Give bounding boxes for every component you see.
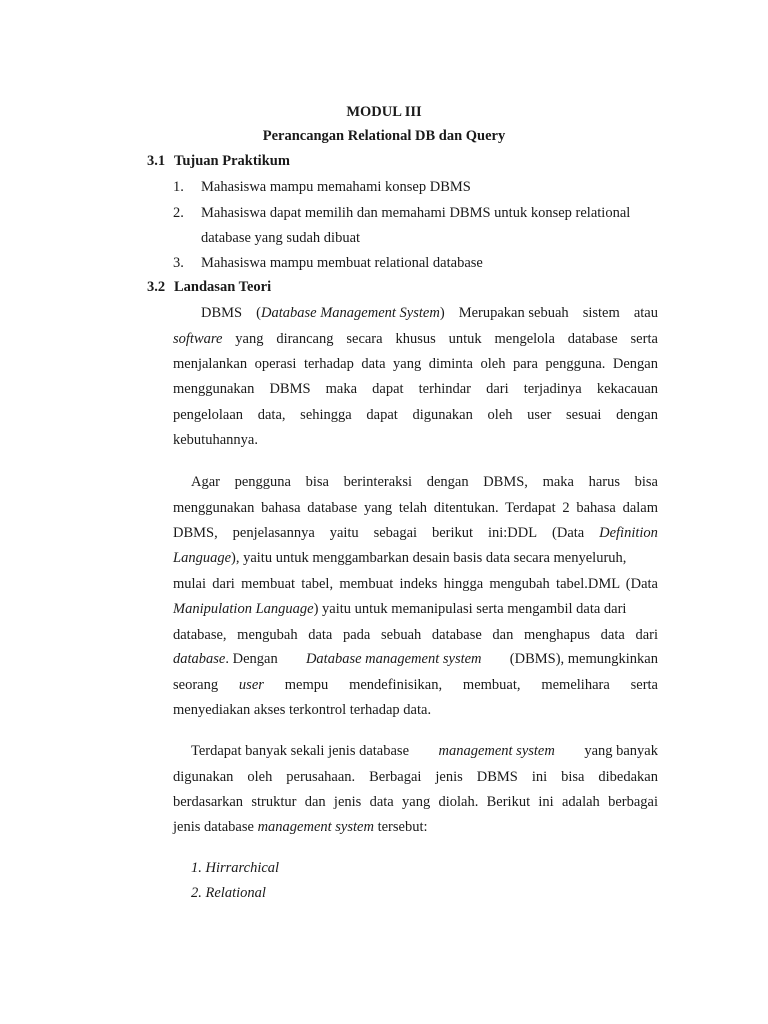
- word: mendefinisikan,: [349, 677, 443, 693]
- paragraph-2-line-6: [173, 601, 658, 618]
- paragraph-1-line-5: pengelolaan data, sehingga dapat digunakan oleh user sesuai dengan: [173, 407, 658, 423]
- word: penjelasannya: [232, 525, 315, 541]
- section-title: Landasan Teori: [174, 279, 272, 295]
- word: memelihara: [541, 677, 610, 693]
- dbms-type-item: 1. Hirrarchical: [191, 860, 280, 876]
- paragraph-2-line-1: Agar pengguna bisa berinteraksi dengan DBMS, maka harus bisa: [191, 474, 658, 490]
- paragraph-3-line-1: [191, 743, 658, 760]
- paragraph-2-line-7: database, mengubah data pada sebuah database dan menghapus data dari: [173, 627, 658, 643]
- word: untuk: [448, 331, 482, 347]
- term-italic: Database management system: [305, 651, 482, 667]
- text-run: (DBMS), memungkinkan: [509, 651, 658, 667]
- text-run: ) yaitu untuk memanipulasi serta mengambil data dari: [313, 601, 627, 617]
- word: (Data: [552, 525, 585, 541]
- paragraph-2-line-4: [173, 550, 658, 567]
- text-run: tersebut:: [377, 819, 428, 835]
- paragraph-3-line-3: berdasarkan struktur dan jenis data yang diolah. Berikut ini adalah berbagai: [173, 794, 658, 810]
- module-title: MODUL III: [346, 104, 422, 120]
- word: DBMS: [201, 305, 243, 321]
- section-number: 3.1: [147, 153, 166, 169]
- paragraph-3-line-2: digunakan oleh perusahaan. Berbagai jenis DBMS ini bisa dibedakan: [173, 769, 658, 785]
- word: sebagai: [373, 525, 418, 541]
- text-run: yang banyak: [584, 743, 658, 759]
- section-heading-3-2: [147, 279, 271, 296]
- paragraph-1-line-1: [201, 305, 658, 322]
- paragraph-1-line-3: menjalankan operasi terhadap data yang diminta oleh para pengguna. Dengan: [173, 356, 658, 372]
- paragraph-1-line-2: [173, 331, 658, 348]
- paragraph-1-line-4: menggunakan DBMS maka dapat terhindar dari terjadinya kekacauan: [173, 381, 658, 397]
- term-italic: Manipulation Language: [173, 601, 314, 617]
- objective-number: 1.: [173, 179, 184, 195]
- term-italic: user: [238, 677, 264, 693]
- word: berikut: [431, 525, 474, 541]
- objective-item: [173, 179, 471, 196]
- paragraph-3-line-4: [173, 819, 658, 836]
- dbms-type-item: 2. Relational: [191, 885, 266, 901]
- paragraph-2-line-9: [173, 677, 658, 694]
- word: mengelola: [494, 331, 555, 347]
- word: [256, 305, 444, 322]
- section-number: 3.2: [147, 279, 166, 295]
- paragraph-2-line-5: mulai dari membuat tabel, membuat indeks hingga mengubah tabel.DML (Data: [173, 576, 658, 592]
- word: dirancang: [276, 331, 334, 347]
- objective-text: Mahasiswa mampu membuat relational database: [201, 255, 483, 271]
- text-run: Terdapat banyak sekali jenis database: [191, 743, 410, 759]
- term-italic: management system: [257, 819, 374, 835]
- word: secara: [346, 331, 383, 347]
- word: membuat,: [462, 677, 521, 693]
- word: yaitu: [329, 525, 359, 541]
- term-italic: Language: [173, 550, 231, 566]
- word: serta: [630, 331, 658, 347]
- module-subtitle: Perancangan Relational DB dan Query: [262, 128, 506, 144]
- word: ini:DDL: [487, 525, 538, 541]
- objective-item: [173, 255, 483, 272]
- paragraph-2-line-8: [173, 651, 658, 668]
- paragraph-2-line-2: menggunakan bahasa database yang telah ditentukan. Terdapat 2 bahasa dalam: [173, 500, 658, 516]
- word: sistem: [582, 305, 620, 321]
- paren: ): [439, 305, 445, 321]
- word: Merupakan sebuah: [458, 305, 569, 321]
- term-italic: management system: [438, 743, 555, 759]
- paragraph-2-line-3: [173, 525, 658, 542]
- word: yang: [235, 331, 264, 347]
- term-italic: software: [173, 331, 223, 347]
- word: database: [567, 331, 618, 347]
- text-run: . Dengan: [225, 651, 278, 667]
- paragraph-1-line-6: kebutuhannya.: [173, 432, 258, 448]
- word: serta: [630, 677, 658, 693]
- term-italic: database: [173, 651, 226, 667]
- paren: (: [256, 305, 262, 321]
- word: atau: [633, 305, 658, 321]
- text-run: jenis database: [173, 819, 254, 835]
- word: seorang: [173, 677, 219, 693]
- word: DBMS,: [173, 525, 218, 541]
- word: khusus: [395, 331, 436, 347]
- word: [173, 651, 278, 668]
- text-run: ), yaitu untuk menggambarkan desain basis data secara menyeluruh,: [231, 550, 627, 566]
- objective-number: 3.: [173, 255, 184, 271]
- paragraph-2-line-10: menyediakan akses terkontrol terhadap data.: [173, 702, 432, 718]
- word: mempu: [284, 677, 329, 693]
- objective-item: [173, 205, 630, 222]
- section-heading-3-1: [147, 153, 290, 170]
- term-italic: Database Management System: [261, 305, 440, 321]
- objective-number: 2.: [173, 205, 184, 221]
- objective-text: Mahasiswa mampu memahami konsep DBMS: [201, 179, 471, 195]
- term-italic: Definition: [599, 525, 658, 541]
- objective-text: Mahasiswa dapat memilih dan memahami DBMS untuk konsep relational: [201, 205, 631, 221]
- objective-continuation: database yang sudah dibuat: [201, 230, 361, 246]
- section-title: Tujuan Praktikum: [174, 153, 290, 169]
